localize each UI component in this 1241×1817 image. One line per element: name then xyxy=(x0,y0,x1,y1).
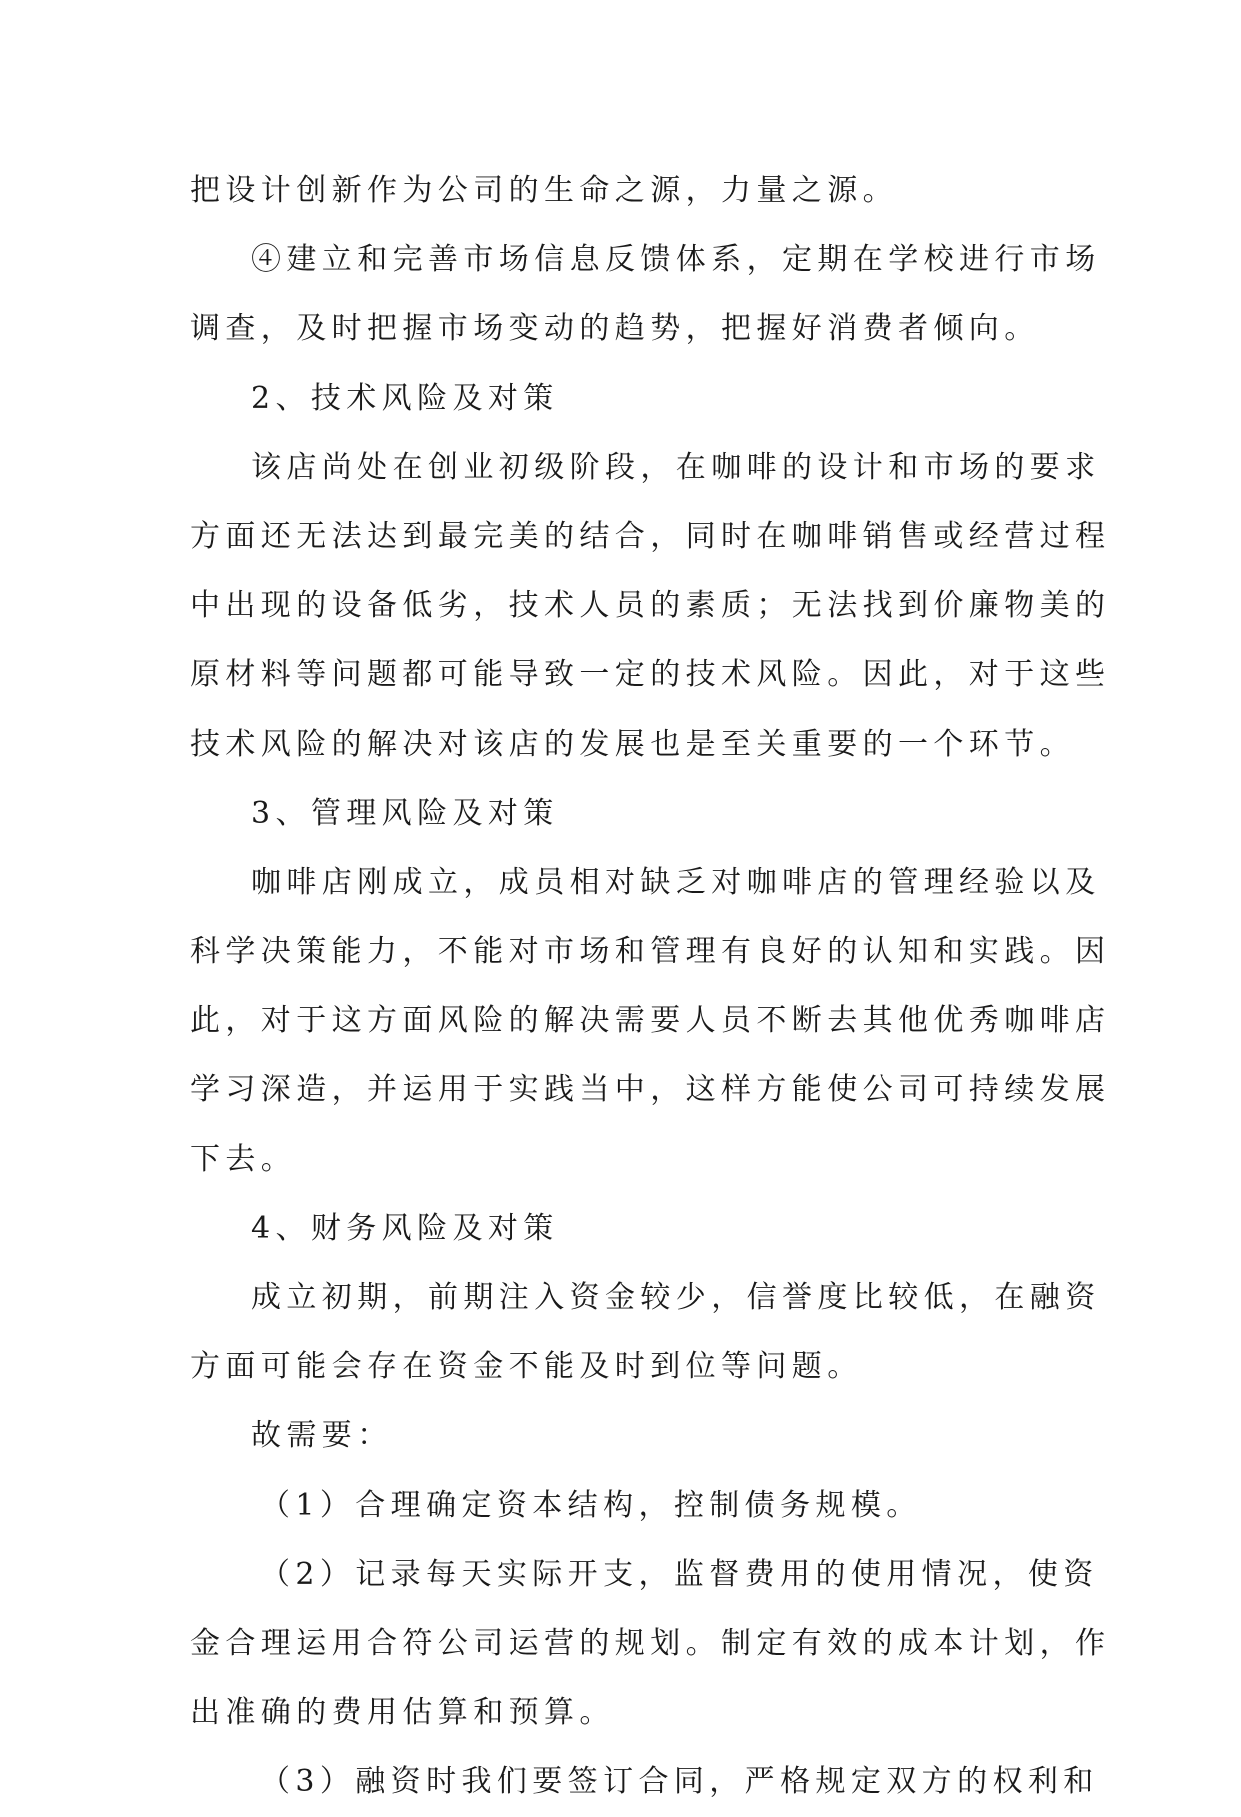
paragraph-line: 原材料等问题都可能导致一定的技术风险。因此，对于这些 xyxy=(190,657,1111,693)
paragraph-line: 咖啡店刚成立，成员相对缺乏对咖啡店的管理经验以及 xyxy=(251,864,1101,900)
list-item-line: 金合理运用合符公司运营的规划。制定有效的成本计划，作 xyxy=(190,1625,1111,1661)
paragraph-line: 故需要： xyxy=(251,1418,393,1454)
list-item-line: 出准确的费用估算和预算。 xyxy=(190,1695,615,1731)
paragraph-line: 学习深造，并运用于实践当中，这样方能使公司可持续发展 xyxy=(190,1072,1111,1108)
paragraph-line: 调查，及时把握市场变动的趋势，把握好消费者倾向。 xyxy=(190,311,1040,347)
paragraph-line: 科学决策能力，不能对市场和管理有良好的认知和实践。因 xyxy=(190,934,1111,970)
list-item-line: （2）记录每天实际开支，监督费用的使用情况，使资 xyxy=(260,1556,1099,1592)
paragraph-line: 此，对于这方面风险的解决需要人员不断去其他优秀咖啡店 xyxy=(190,1003,1111,1039)
paragraph-line: 该店尚处在创业初级阶段，在咖啡的设计和市场的要求 xyxy=(251,449,1101,485)
list-item-line: （3）融资时我们要签订合同，严格规定双方的权利和 xyxy=(260,1764,1099,1800)
section-heading-financial-risk: 4、财务风险及对策 xyxy=(251,1210,559,1246)
paragraph-line: ④建立和完善市场信息反馈体系，定期在学校进行市场 xyxy=(251,242,1101,278)
section-heading-management-risk: 3、管理风险及对策 xyxy=(251,795,559,831)
paragraph-line: 中出现的设备低劣，技术人员的素质；无法找到价廉物美的 xyxy=(190,588,1111,624)
paragraph-line: 把设计创新作为公司的生命之源，力量之源。 xyxy=(190,173,898,208)
paragraph-line: 下去。 xyxy=(190,1141,297,1177)
document-body xyxy=(190,156,1111,1817)
list-item-line: （1）合理确定资本结构，控制债务规模。 xyxy=(260,1487,922,1523)
paragraph-line: 方面可能会存在资金不能及时到位等问题。 xyxy=(190,1349,863,1385)
section-heading-technical-risk: 2、技术风险及对策 xyxy=(251,380,559,416)
paragraph-line: 技术风险的解决对该店的发展也是至关重要的一个环节。 xyxy=(190,726,1075,762)
paragraph-line: 成立初期，前期注入资金较少，信誉度比较低，在融资 xyxy=(251,1280,1101,1315)
paragraph-line: 方面还无法达到最完美的结合，同时在咖啡销售或经营过程 xyxy=(190,518,1111,554)
